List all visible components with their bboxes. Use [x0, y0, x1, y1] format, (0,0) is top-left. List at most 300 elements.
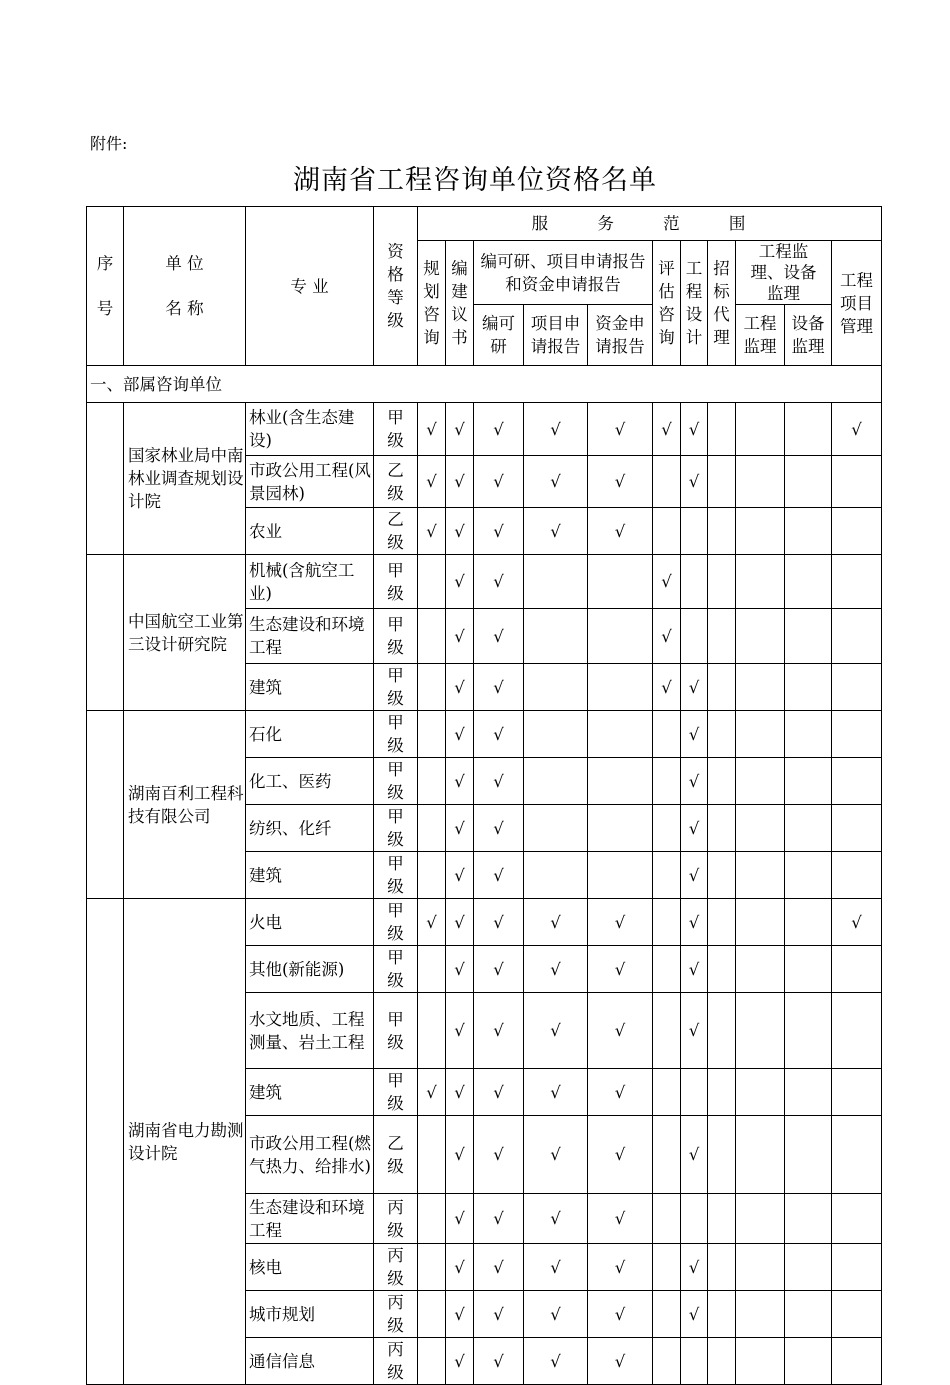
empty-cell [653, 1069, 681, 1116]
empty-cell [418, 946, 446, 993]
check-mark: √ [474, 1069, 524, 1116]
empty-cell [418, 711, 446, 758]
level-text: 甲级 [387, 901, 404, 943]
check-mark: √ [446, 403, 474, 456]
level-text: 甲级 [387, 948, 404, 990]
empty-cell [832, 946, 882, 993]
check-mark: √ [524, 1338, 588, 1385]
empty-cell [708, 1116, 736, 1194]
check-mark: √ [681, 1116, 708, 1194]
major-cell: 生态建设和环境工程 [246, 609, 374, 664]
check-mark: √ [653, 609, 681, 664]
check-mark: √ [588, 1244, 653, 1291]
header-design [681, 241, 708, 366]
level-text: 甲级 [387, 713, 404, 755]
header-eng-supervision: 工程监理 [736, 305, 785, 366]
empty-cell [708, 852, 736, 899]
empty-cell [736, 993, 785, 1069]
check-mark: √ [446, 805, 474, 852]
check-mark: √ [832, 403, 882, 456]
empty-cell [708, 758, 736, 805]
check-mark: √ [524, 1244, 588, 1291]
empty-cell [832, 852, 882, 899]
check-mark: √ [524, 508, 588, 555]
check-mark: √ [474, 1338, 524, 1385]
level-cell [374, 1291, 418, 1338]
empty-cell [736, 403, 785, 456]
check-mark: √ [681, 899, 708, 946]
check-mark: √ [474, 899, 524, 946]
check-mark: √ [474, 1194, 524, 1244]
unit-name: 湖南省电力勘测设计院 [124, 899, 246, 1385]
header-planning-text: 规划咨询 [423, 259, 440, 347]
unit-name: 中国航空工业第三设计研究院 [124, 555, 246, 711]
header-bidding-text: 招标代理 [713, 259, 730, 347]
empty-cell [524, 852, 588, 899]
level-cell [374, 946, 418, 993]
level-cell [374, 1069, 418, 1116]
major-cell: 石化 [246, 711, 374, 758]
check-mark: √ [681, 993, 708, 1069]
empty-cell [736, 1069, 785, 1116]
table-header [87, 207, 882, 366]
seq-cell [87, 711, 124, 899]
check-mark: √ [474, 456, 524, 508]
major-cell: 生态建设和环境工程 [246, 1194, 374, 1244]
level-text: 甲级 [387, 854, 404, 896]
level-text: 丙级 [387, 1340, 404, 1382]
header-seq [87, 207, 124, 366]
check-mark: √ [446, 711, 474, 758]
empty-cell [736, 758, 785, 805]
empty-cell [708, 711, 736, 758]
major-cell: 通信信息 [246, 1338, 374, 1385]
empty-cell [524, 711, 588, 758]
check-mark: √ [446, 609, 474, 664]
empty-cell [785, 1194, 832, 1244]
empty-cell [653, 1291, 681, 1338]
table-row [87, 403, 882, 456]
level-text: 甲级 [387, 1071, 404, 1113]
check-mark: √ [446, 852, 474, 899]
check-mark: √ [446, 1244, 474, 1291]
level-text: 甲级 [387, 666, 404, 708]
empty-cell [832, 993, 882, 1069]
table-row [87, 555, 882, 609]
check-mark: √ [653, 555, 681, 609]
level-text: 丙级 [387, 1293, 404, 1335]
qualification-table [86, 206, 882, 1385]
empty-cell [832, 805, 882, 852]
check-mark: √ [446, 508, 474, 555]
check-mark: √ [446, 664, 474, 711]
empty-cell [653, 1116, 681, 1194]
header-feasibility-group: 编可研、项目申请报告和资金申请报告 [474, 241, 653, 305]
empty-cell [832, 1291, 882, 1338]
empty-cell [785, 946, 832, 993]
empty-cell [524, 555, 588, 609]
empty-cell [736, 1194, 785, 1244]
level-text: 甲级 [387, 560, 404, 603]
check-mark: √ [524, 403, 588, 456]
empty-cell [418, 852, 446, 899]
check-mark: √ [474, 805, 524, 852]
empty-cell [524, 805, 588, 852]
check-mark: √ [446, 993, 474, 1069]
empty-cell [736, 609, 785, 664]
seq-cell [87, 899, 124, 1385]
check-mark: √ [524, 1116, 588, 1194]
empty-cell [832, 664, 882, 711]
level-cell [374, 993, 418, 1069]
empty-cell [588, 805, 653, 852]
check-mark: √ [588, 1194, 653, 1244]
empty-cell [736, 946, 785, 993]
check-mark: √ [474, 993, 524, 1069]
attachment-label: 附件: [90, 134, 128, 153]
major-cell: 市政公用工程(燃气热力、给排水) [246, 1116, 374, 1194]
level-cell [374, 899, 418, 946]
check-mark: √ [681, 805, 708, 852]
check-mark: √ [474, 946, 524, 993]
header-unit [124, 207, 246, 366]
check-mark: √ [588, 946, 653, 993]
empty-cell [736, 664, 785, 711]
check-mark: √ [681, 711, 708, 758]
check-mark: √ [474, 1244, 524, 1291]
check-mark: √ [418, 456, 446, 508]
empty-cell [785, 805, 832, 852]
check-mark: √ [474, 609, 524, 664]
empty-cell [832, 758, 882, 805]
empty-cell [708, 946, 736, 993]
header-equip-supervision: 设备监理 [785, 305, 832, 366]
major-cell: 化工、医药 [246, 758, 374, 805]
empty-cell [736, 852, 785, 899]
empty-cell [832, 456, 882, 508]
table-body [87, 366, 882, 1385]
empty-cell [785, 993, 832, 1069]
empty-cell [708, 664, 736, 711]
empty-cell [832, 1244, 882, 1291]
check-mark: √ [524, 1069, 588, 1116]
empty-cell [708, 993, 736, 1069]
empty-cell [785, 508, 832, 555]
check-mark: √ [446, 1116, 474, 1194]
empty-cell [708, 805, 736, 852]
empty-cell [653, 805, 681, 852]
header-assessment [653, 241, 681, 366]
level-text: 甲级 [387, 1009, 404, 1052]
check-mark: √ [832, 899, 882, 946]
empty-cell [653, 1244, 681, 1291]
check-mark: √ [681, 664, 708, 711]
unit-name: 国家林业局中南林业调查规划设计院 [124, 403, 246, 555]
level-cell [374, 852, 418, 899]
section-row [87, 366, 882, 403]
level-cell [374, 758, 418, 805]
check-mark: √ [588, 1116, 653, 1194]
header-level-text: 资格等级 [387, 242, 404, 330]
empty-cell [736, 456, 785, 508]
header-proposal-text: 编建议书 [451, 259, 468, 347]
empty-cell [588, 555, 653, 609]
major-cell: 建筑 [246, 852, 374, 899]
empty-cell [708, 508, 736, 555]
header-seq-top: 序 [96, 254, 114, 273]
empty-cell [832, 711, 882, 758]
level-cell [374, 664, 418, 711]
empty-cell [524, 609, 588, 664]
empty-cell [681, 1194, 708, 1244]
empty-cell [418, 993, 446, 1069]
check-mark: √ [681, 1244, 708, 1291]
check-mark: √ [446, 1291, 474, 1338]
check-mark: √ [446, 1069, 474, 1116]
check-mark: √ [588, 508, 653, 555]
empty-cell [653, 758, 681, 805]
empty-cell [736, 1244, 785, 1291]
check-mark: √ [446, 899, 474, 946]
header-proposal [446, 241, 474, 366]
major-cell: 建筑 [246, 1069, 374, 1116]
empty-cell [785, 1069, 832, 1116]
check-mark: √ [446, 1338, 474, 1385]
level-cell [374, 711, 418, 758]
major-cell: 林业(含生态建设) [246, 403, 374, 456]
page-title: 湖南省工程咨询单位资格名单 [293, 165, 657, 196]
level-text: 甲级 [387, 615, 404, 657]
empty-cell [653, 711, 681, 758]
level-text: 丙级 [387, 1246, 404, 1288]
check-mark: √ [524, 899, 588, 946]
check-mark: √ [588, 456, 653, 508]
empty-cell [653, 508, 681, 555]
level-text: 乙级 [387, 1133, 404, 1176]
header-major: 专 业 [246, 207, 374, 366]
empty-cell [418, 609, 446, 664]
major-cell: 核电 [246, 1244, 374, 1291]
check-mark: √ [446, 758, 474, 805]
check-mark: √ [474, 852, 524, 899]
empty-cell [708, 1291, 736, 1338]
major-cell: 农业 [246, 508, 374, 555]
level-cell [374, 555, 418, 609]
empty-cell [418, 1116, 446, 1194]
empty-cell [708, 609, 736, 664]
major-cell: 火电 [246, 899, 374, 946]
check-mark: √ [446, 946, 474, 993]
level-cell [374, 403, 418, 456]
header-unit-top: 单 位 [165, 254, 204, 273]
empty-cell [832, 609, 882, 664]
check-mark: √ [474, 555, 524, 609]
unit-name: 湖南百利工程科技有限公司 [124, 711, 246, 899]
major-cell: 水文地质、工程测量、岩土工程 [246, 993, 374, 1069]
check-mark: √ [681, 946, 708, 993]
level-cell [374, 1244, 418, 1291]
empty-cell [588, 609, 653, 664]
empty-cell [653, 456, 681, 508]
empty-cell [588, 758, 653, 805]
header-feasibility: 编可研 [474, 305, 524, 366]
empty-cell [736, 711, 785, 758]
check-mark: √ [474, 758, 524, 805]
header-assessment-text: 评估咨询 [658, 259, 675, 347]
major-cell: 城市规划 [246, 1291, 374, 1338]
check-mark: √ [681, 403, 708, 456]
empty-cell [418, 555, 446, 609]
check-mark: √ [474, 403, 524, 456]
empty-cell [681, 555, 708, 609]
header-level [374, 207, 418, 366]
empty-cell [588, 711, 653, 758]
empty-cell [653, 899, 681, 946]
empty-cell [736, 805, 785, 852]
empty-cell [736, 555, 785, 609]
check-mark: √ [474, 1291, 524, 1338]
empty-cell [418, 805, 446, 852]
empty-cell [736, 899, 785, 946]
empty-cell [588, 664, 653, 711]
empty-cell [653, 852, 681, 899]
level-text: 丙级 [387, 1197, 404, 1240]
empty-cell [524, 758, 588, 805]
header-unit-bottom: 名 称 [165, 299, 204, 318]
level-cell [374, 456, 418, 508]
empty-cell [736, 508, 785, 555]
empty-cell [785, 456, 832, 508]
header-fund-app: 资金申请报告 [588, 305, 653, 366]
empty-cell [785, 664, 832, 711]
empty-cell [653, 946, 681, 993]
check-mark: √ [474, 508, 524, 555]
header-bidding [708, 241, 736, 366]
empty-cell [708, 1069, 736, 1116]
empty-cell [785, 609, 832, 664]
empty-cell [708, 456, 736, 508]
level-text: 甲级 [387, 807, 404, 849]
empty-cell [708, 555, 736, 609]
check-mark: √ [418, 899, 446, 946]
major-cell: 纺织、化纤 [246, 805, 374, 852]
check-mark: √ [418, 403, 446, 456]
header-service-scope-text: 服 务 范 围 [531, 214, 768, 233]
check-mark: √ [588, 1291, 653, 1338]
empty-cell [418, 1291, 446, 1338]
check-mark: √ [681, 758, 708, 805]
level-text: 乙级 [387, 460, 404, 503]
check-mark: √ [681, 1291, 708, 1338]
check-mark: √ [588, 1338, 653, 1385]
major-cell: 建筑 [246, 664, 374, 711]
empty-cell [681, 1069, 708, 1116]
check-mark: √ [418, 1069, 446, 1116]
empty-cell [418, 1244, 446, 1291]
header-project-mgmt: 工程项目管理 [832, 241, 882, 366]
major-cell: 机械(含航空工业) [246, 555, 374, 609]
empty-cell [653, 993, 681, 1069]
empty-cell [785, 403, 832, 456]
check-mark: √ [681, 456, 708, 508]
empty-cell [785, 1116, 832, 1194]
check-mark: √ [474, 1116, 524, 1194]
empty-cell [785, 758, 832, 805]
check-mark: √ [446, 456, 474, 508]
level-cell [374, 805, 418, 852]
level-cell [374, 1194, 418, 1244]
level-text: 甲级 [387, 408, 404, 450]
empty-cell [736, 1116, 785, 1194]
empty-cell [832, 555, 882, 609]
section-title: 一、部属咨询单位 [87, 366, 882, 403]
seq-cell [87, 555, 124, 711]
check-mark: √ [681, 852, 708, 899]
check-mark: √ [524, 946, 588, 993]
empty-cell [832, 508, 882, 555]
empty-cell [785, 899, 832, 946]
empty-cell [785, 852, 832, 899]
empty-cell [785, 711, 832, 758]
level-text: 甲级 [387, 760, 404, 802]
check-mark: √ [524, 1194, 588, 1244]
check-mark: √ [474, 664, 524, 711]
check-mark: √ [653, 664, 681, 711]
empty-cell [418, 758, 446, 805]
table-row [87, 711, 882, 758]
empty-cell [832, 1194, 882, 1244]
level-text: 乙级 [387, 510, 404, 552]
empty-cell [785, 555, 832, 609]
empty-cell [681, 508, 708, 555]
check-mark: √ [474, 711, 524, 758]
check-mark: √ [653, 403, 681, 456]
empty-cell [708, 403, 736, 456]
major-cell: 其他(新能源) [246, 946, 374, 993]
check-mark: √ [446, 555, 474, 609]
check-mark: √ [588, 1069, 653, 1116]
level-cell [374, 1116, 418, 1194]
header-seq-bottom: 号 [96, 299, 114, 318]
check-mark: √ [524, 456, 588, 508]
major-cell: 市政公用工程(风景园林) [246, 456, 374, 508]
empty-cell [418, 1194, 446, 1244]
check-mark: √ [588, 403, 653, 456]
header-supervision-group: 工程监理、设备监理 [736, 241, 832, 305]
header-planning [418, 241, 446, 366]
level-cell [374, 609, 418, 664]
header-project-app: 项目申请报告 [524, 305, 588, 366]
empty-cell [708, 1194, 736, 1244]
check-mark: √ [588, 993, 653, 1069]
empty-cell [418, 664, 446, 711]
empty-cell [588, 852, 653, 899]
header-design-text: 工程设计 [685, 259, 703, 347]
empty-cell [736, 1291, 785, 1338]
empty-cell [708, 1244, 736, 1291]
header-service-scope [418, 207, 882, 241]
empty-cell [785, 1291, 832, 1338]
empty-cell [524, 664, 588, 711]
level-cell [374, 508, 418, 555]
check-mark: √ [418, 508, 446, 555]
empty-cell [832, 1116, 882, 1194]
check-mark: √ [446, 1194, 474, 1244]
empty-cell [653, 1194, 681, 1244]
seq-cell [87, 403, 124, 555]
check-mark: √ [524, 1291, 588, 1338]
check-mark: √ [524, 993, 588, 1069]
